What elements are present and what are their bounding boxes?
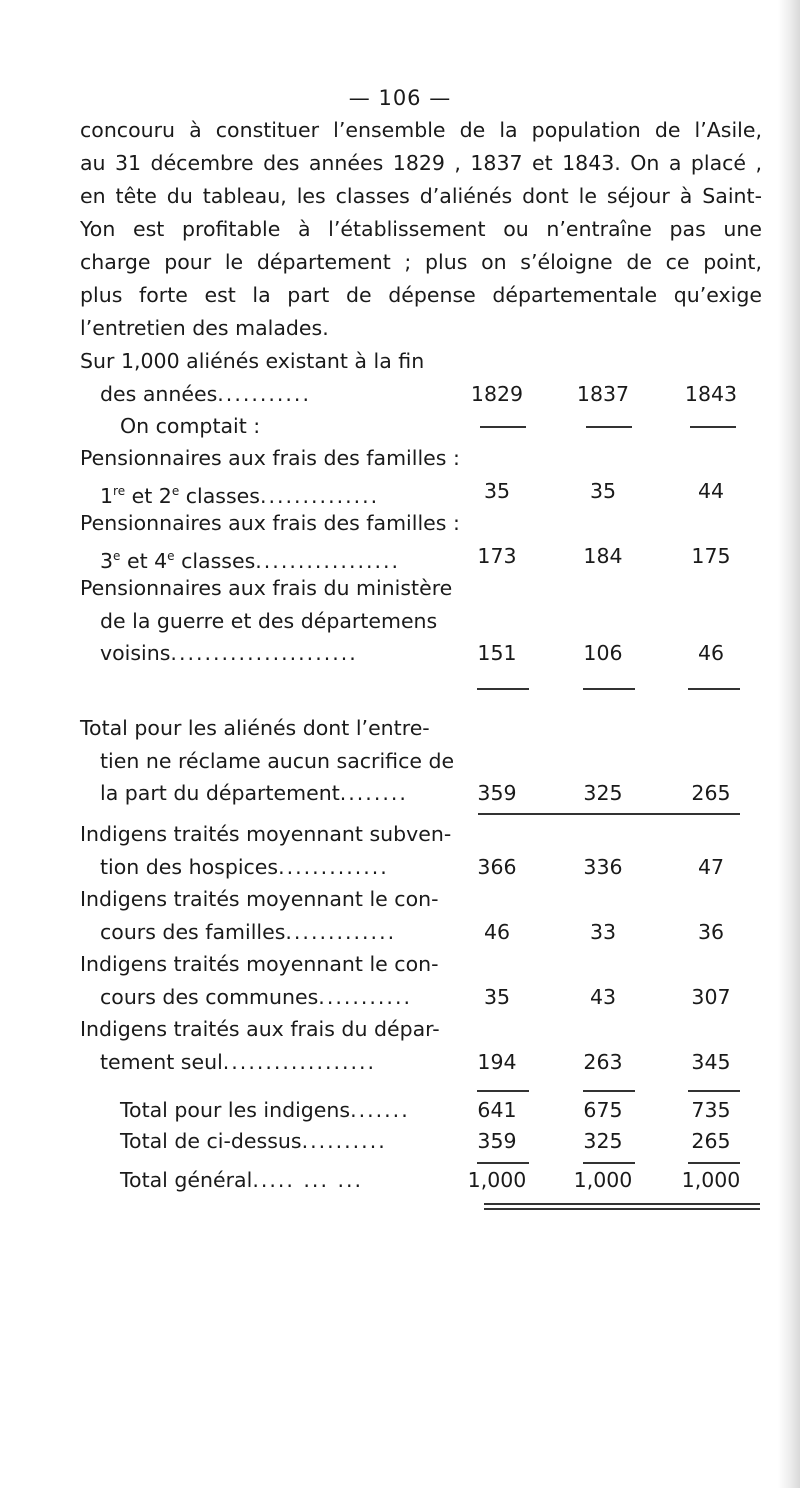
cell-1843: 46	[697, 641, 725, 665]
intro-line: Yon est profitable à l’établissement ou n’entraîne pas une	[80, 217, 762, 241]
row-label: la part du département........	[100, 781, 408, 805]
cell-1837: 35	[589, 479, 617, 503]
row-label: Indigens traités moyennant subven-	[80, 822, 452, 846]
header-dash	[480, 426, 526, 428]
row-label: Total général..... ... ...	[120, 1168, 364, 1192]
total-general-row	[80, 1164, 762, 1197]
cell-1837: 325	[583, 1129, 623, 1153]
row-label: Indigens traités aux frais du dépar-	[80, 1017, 440, 1041]
cell-1837: 263	[583, 1050, 623, 1074]
intro-line: au 31 décembre des années 1829 , 1837 et 1843. On a placé ,	[80, 151, 762, 175]
header-dash	[586, 426, 632, 428]
subtotal-dash	[583, 1090, 635, 1092]
row-label: Pensionnaires aux frais des familles :	[80, 511, 460, 535]
section-rule	[478, 813, 740, 815]
table-row	[80, 916, 762, 949]
table-intro-row	[80, 345, 762, 378]
cell-1843: 345	[691, 1050, 731, 1074]
row-label: tien ne réclame aucun sacrifice de	[100, 749, 455, 773]
cell-1843: 265	[691, 1129, 731, 1153]
intro-line: en tête du tableau, les classes d’aliénés dont le séjour à Saint-	[80, 184, 762, 208]
cell-1837: 184	[583, 544, 623, 568]
subtotal-dash	[477, 1090, 529, 1092]
cell-1829: 359	[477, 1129, 517, 1153]
cell-1829: 366	[477, 855, 517, 879]
table-row	[80, 1046, 762, 1079]
comptait-row	[80, 410, 762, 443]
cell-1843: 265	[691, 781, 731, 805]
subtotal-dash	[583, 688, 635, 690]
table-row	[80, 981, 762, 1014]
cell-1843: 36	[697, 920, 725, 944]
cell-1843: 47	[697, 855, 725, 879]
row-label: de la guerre et des départemens	[100, 609, 438, 633]
subtotal-dash	[688, 1090, 740, 1092]
cell-1843: 44	[697, 479, 725, 503]
comptait-label: On comptait :	[120, 414, 261, 438]
table-row	[80, 712, 762, 745]
table-row	[80, 818, 762, 851]
year-1843: 1843	[684, 382, 738, 406]
intro-line: l’entretien des malades.	[80, 316, 329, 340]
cell-1843: 175	[691, 544, 731, 568]
row-label: 3e et 4e classes.................	[100, 548, 401, 573]
cell-1837: 675	[583, 1098, 623, 1122]
table-row	[80, 540, 762, 573]
years-header-row	[80, 378, 762, 411]
table-row	[80, 948, 762, 981]
cell-1829: 194	[477, 1050, 517, 1074]
row-label: Total pour les aliénés dont l’entre-	[80, 716, 430, 740]
cell-1829: 35	[483, 985, 511, 1009]
total-indigens-row	[80, 1094, 762, 1127]
row-label: tement seul..................	[100, 1050, 377, 1074]
page-number: — 106 —	[348, 86, 452, 110]
header-dash	[690, 426, 736, 428]
cell-1837: 1,000	[573, 1168, 633, 1192]
year-1829: 1829	[470, 382, 524, 406]
intro-line: plus forte est la part de dépense départementale qu’exige	[80, 283, 762, 307]
double-rule-bottom	[484, 1208, 760, 1210]
row-label: cours des familles.............	[100, 920, 397, 944]
cell-1837: 325	[583, 781, 623, 805]
subtotal-dash	[477, 688, 529, 690]
table-row	[80, 605, 762, 638]
table-row	[80, 475, 762, 508]
row-label: cours des communes...........	[100, 985, 412, 1009]
table-row	[80, 745, 762, 778]
table-row	[80, 851, 762, 884]
cell-1837: 33	[589, 920, 617, 944]
cell-1829: 641	[477, 1098, 517, 1122]
row-label: tion des hospices.............	[100, 855, 389, 879]
cell-1829: 46	[483, 920, 511, 944]
cell-1837: 336	[583, 855, 623, 879]
page-edge-shadow	[778, 0, 800, 1488]
table-row	[80, 637, 762, 670]
cell-1843: 1,000	[681, 1168, 741, 1192]
subtotal-dash	[688, 688, 740, 690]
double-rule-top	[484, 1203, 760, 1205]
row-label: Total pour les indigens.......	[120, 1098, 410, 1122]
row-label: Pensionnaires aux frais du ministère	[80, 576, 453, 600]
row-label: voisins......................	[100, 641, 358, 665]
row-label: Indigens traités moyennant le con-	[80, 887, 439, 911]
year-1837: 1837	[576, 382, 630, 406]
cell-1843: 307	[691, 985, 731, 1009]
cell-1829: 173	[477, 544, 517, 568]
intro-line: concouru à constituer l’ensemble de la population de l’Asile,	[80, 118, 762, 142]
cell-1829: 35	[483, 479, 511, 503]
intro-line: charge pour le département ; plus on s’éloigne de ce point,	[80, 250, 762, 274]
cell-1829: 359	[477, 781, 517, 805]
intro-paragraph	[80, 114, 762, 345]
row-label: Pensionnaires aux frais des familles :	[80, 446, 460, 470]
row-label: Total de ci-dessus..........	[120, 1129, 387, 1153]
total-dessus-row	[80, 1125, 762, 1158]
table-row	[80, 777, 762, 810]
table-row	[80, 507, 762, 540]
table-row	[80, 1013, 762, 1046]
years-label: des années...........	[100, 382, 311, 406]
table-row	[80, 883, 762, 916]
table-row	[80, 572, 762, 605]
cell-1837: 43	[589, 985, 617, 1009]
cell-1829: 1,000	[467, 1168, 527, 1192]
cell-1843: 735	[691, 1098, 731, 1122]
table-intro-label: Sur 1,000 aliénés existant à la fin	[80, 349, 425, 373]
table-row	[80, 442, 762, 475]
cell-1837: 106	[583, 641, 623, 665]
cell-1829: 151	[477, 641, 517, 665]
row-label: 1re et 2e classes..............	[100, 483, 380, 508]
row-label: Indigens traités moyennant le con-	[80, 952, 439, 976]
